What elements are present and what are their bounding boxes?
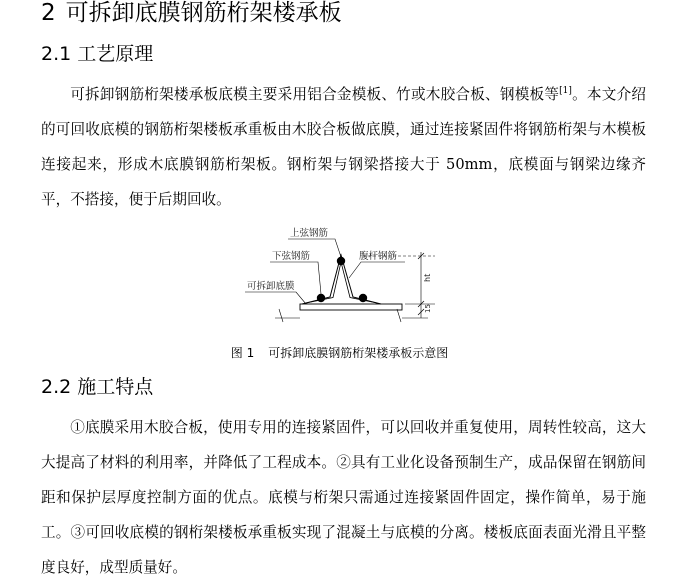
section-heading <box>41 0 342 26</box>
citation-mark[interactable]: [1] <box>559 86 572 97</box>
break-mark-right <box>397 309 401 322</box>
features-paragraph: ①底膜采用木胶合板，使用专用的连接紧固件，可以回收并重复使用，周转性较高，这大大提高了材料的利用率，并降低了工程成本。②具有工业化设备预制生产，成品保留在钢筋间距和保护层厚度控制方面的优点。底模与桁架只需通过连接紧固件固定，操作简单，易于施工。③可回收底模的钢桁架楼板承重板实现了混凝土与底模的分离。楼板底面表面光滑且平整度良好，成型质量好。 <box>41 419 646 576</box>
label-web: 腹杆钢筋 <box>359 251 398 262</box>
section-number: 2 <box>41 0 56 26</box>
label-dim-height: ht <box>423 273 432 282</box>
principle-paragraph <box>41 77 646 217</box>
principle-text-part1: 可拆卸钢筋桁架楼承板底模主要采用铝合金模板、竹或木胶合板、钢模板等 <box>70 86 560 103</box>
bottom-chord-bar-left <box>317 294 325 302</box>
principle-text-part2: 。本文介绍的可回收底模的钢筋桁架楼板承重板由木胶合板做底膜，通过连接紧固件将钢筋桁架与木模板连接起来，形成木底膜钢筋桁架板。钢桁架与钢梁搭接大于 50mm，底模面与钢梁边缘齐平，不搭接，便于后期回收。 <box>41 86 646 208</box>
base-formwork-plate <box>300 304 402 310</box>
leader-web <box>349 262 405 278</box>
subsection-title-1: 工艺原理 <box>77 43 154 65</box>
subsection-heading-2 <box>41 375 153 399</box>
leader-base <box>245 292 306 304</box>
section-title: 可拆卸底膜钢筋桁架楼承板 <box>65 0 342 26</box>
top-chord-bar <box>337 257 345 265</box>
figure-caption-text: 可拆卸底膜钢筋桁架楼承板示意图 <box>268 346 449 360</box>
figure-caption <box>0 345 679 361</box>
subsection-heading-1 <box>41 42 153 66</box>
truss-diagram <box>0 222 679 350</box>
subsection-number-1: 2.1 <box>41 43 72 65</box>
subsection-number-2: 2.2 <box>41 376 72 398</box>
label-top-chord: 上弦钢筋 <box>290 228 329 239</box>
bottom-chord-bar-right <box>359 294 367 302</box>
label-removable-base: 可拆卸底膜 <box>247 281 295 292</box>
figure-caption-label: 图 1 <box>230 346 255 360</box>
break-mark-left <box>279 309 283 322</box>
label-dim-base: 15 <box>424 304 432 313</box>
subsection-title-2: 施工特点 <box>77 376 154 398</box>
label-bottom-chord: 下弦钢筋 <box>272 251 311 262</box>
